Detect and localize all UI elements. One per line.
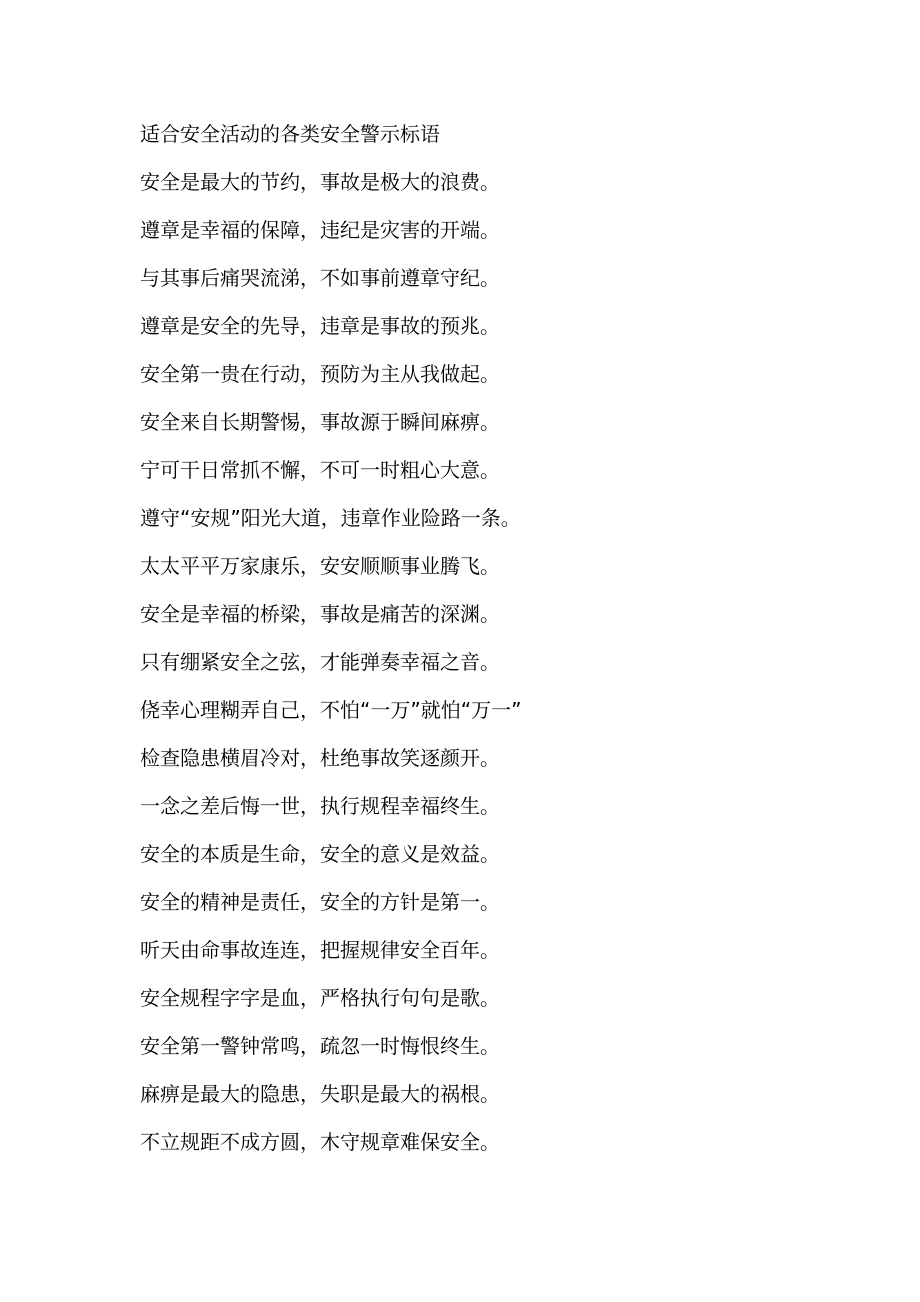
slogan-line: 麻痹是最大的隐患，失职是最大的祸根。 xyxy=(140,1082,500,1106)
slogan-line: 太太平平万家康乐，安安顺顺事业腾飞。 xyxy=(140,554,500,578)
slogan-line: 遵章是安全的先导，违章是事故的预兆。 xyxy=(140,314,500,338)
slogan-line: 遵章是幸福的保障，违纪是灾害的开端。 xyxy=(140,218,500,242)
slogan-line: 安全第一警钟常鸣，疏忽一时悔恨终生。 xyxy=(140,1034,500,1058)
slogan-line: 安全第一贵在行动，预防为主从我做起。 xyxy=(140,362,500,386)
slogan-line: 不立规距不成方圆，木守规章难保安全。 xyxy=(140,1130,500,1154)
slogan-line: 听天由命事故连连，把握规律安全百年。 xyxy=(140,938,500,962)
slogan-line: 安全是幸福的桥梁，事故是痛苦的深渊。 xyxy=(140,602,500,626)
document-body xyxy=(140,110,860,1166)
slogan-line: 与其事后痛哭流涕，不如事前遵章守纪。 xyxy=(140,266,500,290)
slogan-line: 一念之差后悔一世，执行规程幸福终生。 xyxy=(140,794,500,818)
slogan-line: 宁可干日常抓不懈，不可一时粗心大意。 xyxy=(140,458,500,482)
slogan-line: 侥幸心理糊弄自己，不怕“一万”就怕“万一” xyxy=(140,698,522,722)
slogan-list xyxy=(140,158,860,1166)
document-title: 适合安全活动的各类安全警示标语 xyxy=(140,122,440,146)
slogan-line: 检查隐患横眉冷对，杜绝事故笑逐颜开。 xyxy=(140,746,500,770)
slogan-line: 安全来自长期警惕，事故源于瞬间麻痹。 xyxy=(140,410,500,434)
slogan-line: 遵守“安规”阳光大道，违章作业险路一条。 xyxy=(140,506,521,530)
slogan-line: 安全的精神是责任，安全的方针是第一。 xyxy=(140,890,500,914)
slogan-line: 只有绷紧安全之弦，才能弹奏幸福之音。 xyxy=(140,650,500,674)
slogan-line: 安全规程字字是血，严格执行句句是歌。 xyxy=(140,986,500,1010)
slogan-line: 安全的本质是生命，安全的意义是效益。 xyxy=(140,842,500,866)
slogan-line: 安全是最大的节约，事故是极大的浪费。 xyxy=(140,170,500,194)
